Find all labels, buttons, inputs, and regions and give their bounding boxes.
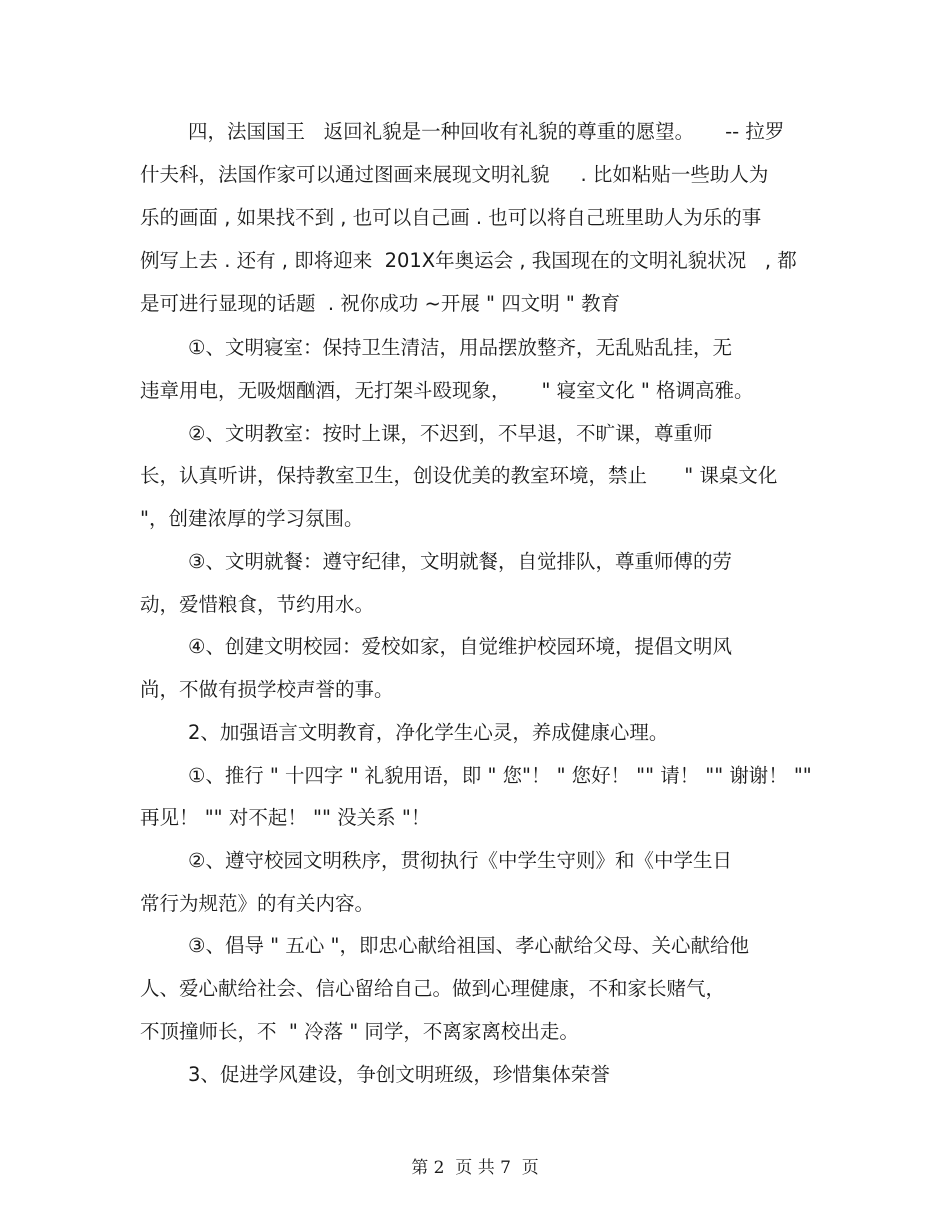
text-line: 再见！ "" 对不起！ "" 没关系 "！ <box>140 806 431 829</box>
section-heading: 3、促进学风建设，争创文明班级，珍惜集体荣誉 <box>188 1063 610 1086</box>
page-footer: 第 2 页 共 7 页 <box>411 1158 539 1178</box>
text-line: 四，法国国王 返回礼貌是一种回收有礼貌的尊重的愿望。 -- 拉罗 <box>188 120 785 143</box>
text-line: 尚，不做有损学校声誉的事。 <box>140 678 394 701</box>
text-line: 是可进行显现的话题 . 祝你成功 ~开展 " 四文明 " 教育 <box>140 292 621 315</box>
text-line: 什夫科，法国作家可以通过图画来展现文明礼貌 . 比如粘贴一些助人为 <box>140 163 769 186</box>
text-line: "，创建浓厚的学习氛围。 <box>140 507 364 530</box>
text-line: ③、文明就餐：遵守纪律，文明就餐，自觉排队，尊重师傅的劳 <box>188 550 732 573</box>
text-line: 不顶撞师长，不 " 冷落 " 同学，不离家离校出走。 <box>140 1020 579 1043</box>
text-line: 长，认真听讲，保持教室卫生，创设优美的教室环境，禁止 " 课桌文化 <box>140 464 778 487</box>
text-line: ②、文明教室：按时上课，不迟到，不早退，不旷课，尊重师 <box>188 422 713 445</box>
text-line: ②、遵守校园文明秩序，贯彻执行《中学生守则》和《中学生日 <box>188 849 732 872</box>
text-line: 人、爱心献给社会、信心留给自己。做到心理健康，不和家长赌气， <box>140 977 726 1000</box>
text-line: 常行为规范》的有关内容。 <box>140 892 375 915</box>
text-line: ①、文明寝室：保持卫生清洁，用品摆放整齐，无乱贴乱挂，无 <box>188 336 732 359</box>
section-heading: 2、加强语言文明教育，净化学生心灵，养成健康心理。 <box>188 721 669 744</box>
text-line: 乐的画面 , 如果找不到 , 也可以自己画 . 也可以将自己班里助人为乐的事 <box>140 206 762 229</box>
text-line: 动，爱惜粮食，节约用水。 <box>140 593 375 616</box>
text-line: 违章用电，无吸烟酗酒，无打架斗殴现象， " 寝室文化 " 格调高雅。 <box>140 379 754 402</box>
text-line: ③、倡导 " 五心 "，即忠心献给祖国、孝心献给父母、关心献给他 <box>188 934 750 957</box>
text-line: ①、推行 " 十四字 " 礼貌用语，即 " 您"！ " 您好！ "" 请！ "" 谢谢！ "" <box>188 764 812 787</box>
text-line: ④、创建文明校园：爱校如家，自觉维护校园环境，提倡文明风 <box>188 635 732 658</box>
text-line: 例写上去 . 还有 , 即将迎来 201X年奥运会 , 我国现在的文明礼貌状况 , 都 <box>140 249 797 272</box>
